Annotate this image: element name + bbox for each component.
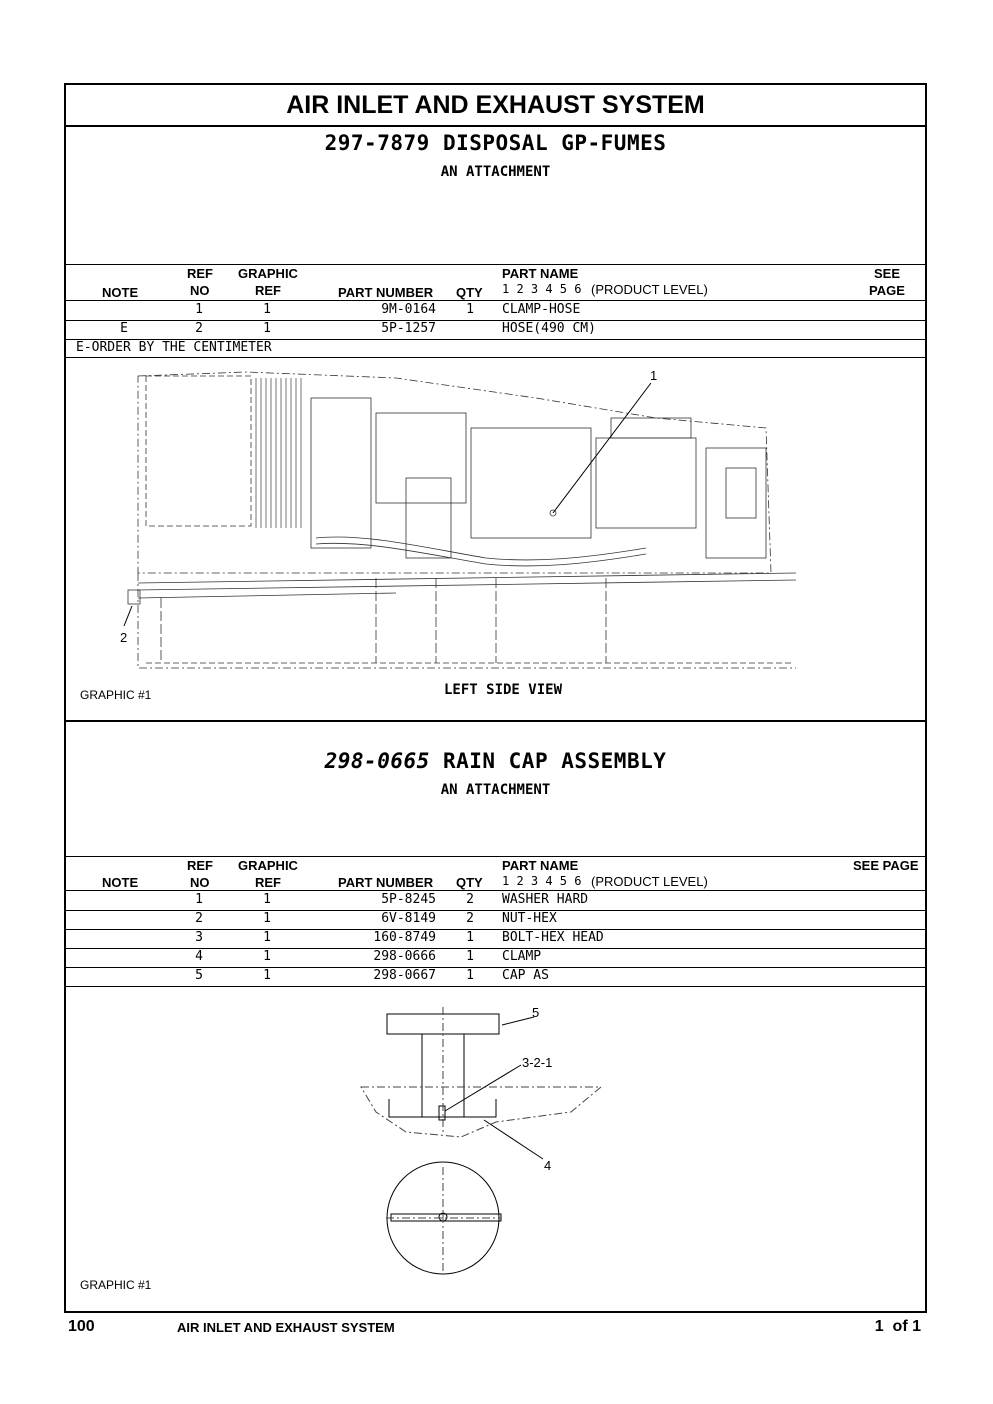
section1-subtitle: AN ATTACHMENT — [440, 164, 551, 180]
callout-4: 4 — [544, 1158, 552, 1173]
cell-graphic: 1 — [263, 302, 271, 317]
cell-graphic: 1 — [263, 892, 271, 907]
product-level-label: (PRODUCT LEVEL) — [591, 282, 708, 297]
graphic-header-bottom: REF — [255, 283, 281, 298]
table-row — [66, 320, 925, 340]
cell-qty: 1 — [466, 949, 474, 964]
cell-part-name: HOSE(490 CM) — [502, 321, 596, 336]
see-header-bottom: PAGE — [869, 283, 905, 298]
cell-qty: 1 — [466, 302, 474, 317]
callout-2: 2 — [120, 630, 128, 645]
rain-cap-drawing — [66, 987, 925, 1287]
ref-header-bottom: NO — [190, 875, 210, 890]
note-header: NOTE — [102, 285, 139, 300]
leader-line-1 — [553, 383, 651, 513]
cell-graphic: 1 — [263, 911, 271, 926]
cell-part-name: NUT-HEX — [502, 911, 557, 926]
ref-header-bottom: NO — [190, 283, 210, 298]
qty-header: QTY — [456, 875, 483, 890]
view-label: LEFT SIDE VIEW — [444, 682, 563, 698]
graphic-label: GRAPHIC #1 — [80, 688, 152, 702]
table-row — [66, 301, 925, 321]
section2-subtitle: AN ATTACHMENT — [440, 782, 551, 798]
cell-part-name: WASHER HARD — [502, 892, 589, 907]
cell-part-name: CLAMP — [502, 949, 542, 964]
cell-ref: 4 — [195, 949, 203, 964]
section2-part-no: 298-0665 — [324, 749, 430, 773]
section2-title — [66, 749, 925, 773]
cell-ref: 2 — [195, 911, 203, 926]
cell-graphic: 1 — [263, 321, 271, 336]
left-side-view-drawing — [66, 358, 925, 720]
page-number: 100 — [68, 1318, 95, 1335]
cell-part-name: CAP AS — [502, 968, 549, 983]
page-frame — [64, 83, 927, 1313]
table-row — [66, 891, 925, 911]
product-level-label: (PRODUCT LEVEL) — [591, 874, 708, 889]
note-header: NOTE — [102, 875, 139, 890]
qty-header: QTY — [456, 285, 483, 300]
part-number-header: PART NUMBER — [338, 875, 434, 890]
see-header-top: SEE — [874, 266, 901, 281]
table-row — [66, 910, 925, 930]
see-page-header: SEE PAGE — [853, 858, 919, 873]
cell-ref: 1 — [195, 892, 203, 907]
cell-qty: 2 — [466, 892, 474, 907]
cell-ref: 5 — [195, 968, 203, 983]
cell-part-name: BOLT-HEX HEAD — [502, 930, 604, 945]
cell-part-number: 9M-0164 — [381, 302, 436, 317]
part-number-header: PART NUMBER — [338, 285, 434, 300]
cell-qty: 2 — [466, 911, 474, 926]
section1-name: DISPOSAL GP-FUMES — [442, 131, 667, 155]
table-row — [66, 967, 925, 987]
section2-name: RAIN CAP ASSEMBLY — [442, 749, 667, 773]
cell-ref: 3 — [195, 930, 203, 945]
cell-part-number: 298-0667 — [373, 968, 436, 983]
divider — [66, 264, 925, 265]
level-numbers: 1 2 3 4 5 6 — [502, 282, 582, 296]
section-divider — [66, 720, 925, 722]
table-row — [66, 929, 925, 949]
cell-qty: 1 — [466, 968, 474, 983]
cell-note: E — [120, 321, 128, 336]
cell-ref: 2 — [195, 321, 203, 336]
cell-ref: 1 — [195, 302, 203, 317]
page-title: AIR INLET AND EXHAUST SYSTEM — [66, 85, 925, 127]
cell-qty: 1 — [466, 930, 474, 945]
graphic-header-top: GRAPHIC — [238, 266, 298, 281]
callout-3-2-1: 3-2-1 — [522, 1055, 553, 1070]
section1-part-no: 297-7879 — [324, 131, 430, 155]
cell-graphic: 1 — [263, 930, 271, 945]
cell-part-number: 6V-8149 — [381, 911, 436, 926]
level-numbers: 1 2 3 4 5 6 — [502, 874, 582, 888]
ref-header-top: REF — [187, 858, 213, 873]
leader-line-2 — [124, 606, 132, 626]
cell-part-number: 5P-1257 — [381, 321, 436, 336]
cell-part-number: 5P-8245 — [381, 892, 436, 907]
section1-title — [66, 131, 925, 155]
graphic-label: GRAPHIC #1 — [80, 1278, 152, 1292]
part-name-header: PART NAME — [502, 266, 579, 281]
footnote: E-ORDER BY THE CENTIMETER — [76, 340, 272, 355]
divider — [66, 856, 925, 857]
footer-section-name: AIR INLET AND EXHAUST SYSTEM — [177, 1320, 395, 1335]
cell-graphic: 1 — [263, 949, 271, 964]
cell-graphic: 1 — [263, 968, 271, 983]
callout-1: 1 — [650, 368, 658, 383]
page-of: 1 of 1 — [874, 1318, 921, 1335]
ref-header-top: REF — [187, 266, 213, 281]
cell-part-number: 160-8749 — [373, 930, 436, 945]
table-row — [66, 948, 925, 968]
cell-part-name: CLAMP-HOSE — [502, 302, 581, 317]
callout-5: 5 — [532, 1005, 540, 1020]
graphic-header-top: GRAPHIC — [238, 858, 298, 873]
cell-part-number: 298-0666 — [373, 949, 436, 964]
part-name-header: PART NAME — [502, 858, 579, 873]
graphic-header-bottom: REF — [255, 875, 281, 890]
